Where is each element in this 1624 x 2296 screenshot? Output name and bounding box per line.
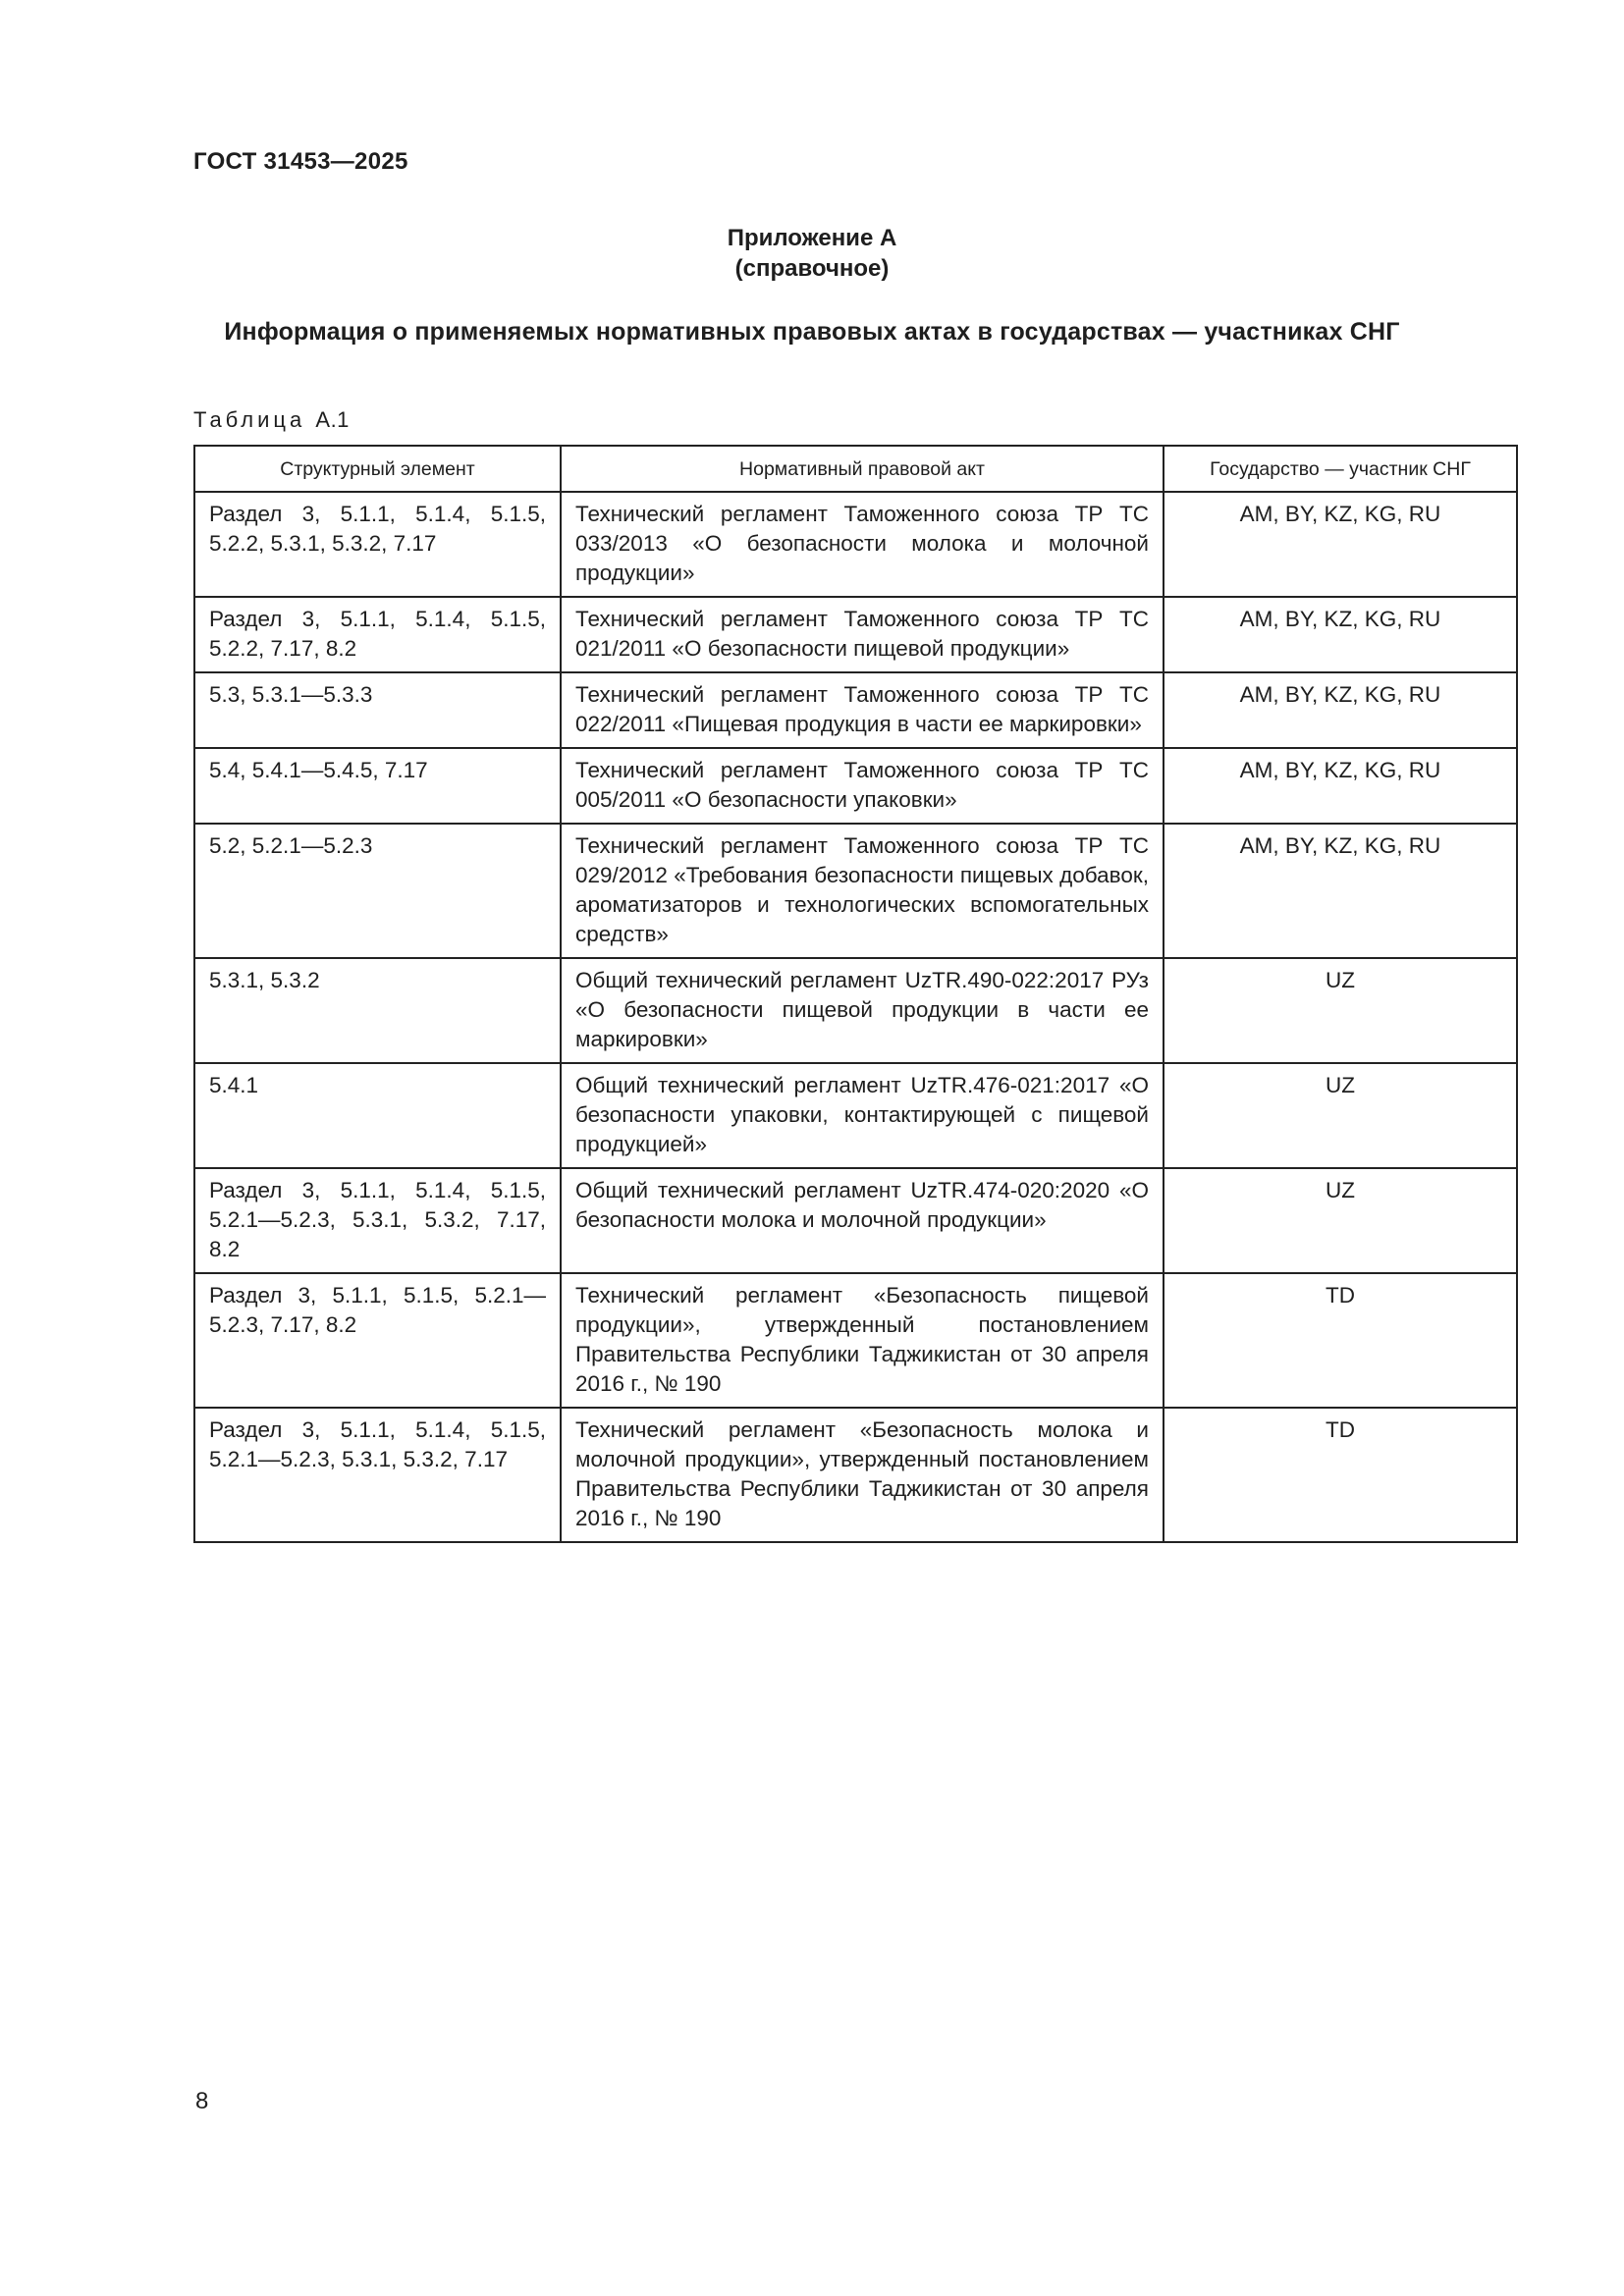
table-caption-number: А.1 xyxy=(315,407,350,432)
cell-element: 5.4, 5.4.1—5.4.5, 7.17 xyxy=(194,748,561,824)
cell-element: 5.4.1 xyxy=(194,1063,561,1168)
annex-title: Приложение А xyxy=(727,225,897,251)
cell-states: AM, BY, KZ, KG, RU xyxy=(1164,492,1517,597)
column-header-state: Государство — участник СНГ xyxy=(1164,446,1517,492)
document-code: ГОСТ 31453—2025 xyxy=(193,148,408,175)
cell-act: Технический регламент Таможенного союза ТР ТС 022/2011 «Пищевая продукция в части ее маркировки» xyxy=(561,672,1164,748)
table-row xyxy=(194,1408,1517,1542)
cell-states: AM, BY, KZ, KG, RU xyxy=(1164,824,1517,958)
acts-table xyxy=(193,445,1518,1543)
table-row xyxy=(194,597,1517,672)
cell-states: TD xyxy=(1164,1408,1517,1542)
cell-states: AM, BY, KZ, KG, RU xyxy=(1164,672,1517,748)
table-row xyxy=(194,748,1517,824)
cell-element: 5.3.1, 5.3.2 xyxy=(194,958,561,1063)
cell-element: Раздел 3, 5.1.1, 5.1.4, 5.1.5, 5.2.2, 7.17, 8.2 xyxy=(194,597,561,672)
cell-act: Общий технический регламент UzTR.476-021:2017 «О безопасности упаковки, контактирующей с пищевой продукцией» xyxy=(561,1063,1164,1168)
cell-act: Общий технический регламент UzTR.474-020:2020 «О безопасности молока и молочной продукции» xyxy=(561,1168,1164,1273)
annex-subtitle: (справочное) xyxy=(734,255,890,282)
table-row xyxy=(194,1273,1517,1408)
table-row xyxy=(194,492,1517,597)
table-caption-word: Таблица xyxy=(193,407,306,432)
cell-states: AM, BY, KZ, KG, RU xyxy=(1164,748,1517,824)
cell-states: AM, BY, KZ, KG, RU xyxy=(1164,597,1517,672)
table-header-row xyxy=(194,446,1517,492)
column-header-act: Нормативный правовой акт xyxy=(561,446,1164,492)
table-row xyxy=(194,1063,1517,1168)
cell-element: 5.2, 5.2.1—5.2.3 xyxy=(194,824,561,958)
cell-element: 5.3, 5.3.1—5.3.3 xyxy=(194,672,561,748)
cell-act: Технический регламент Таможенного союза ТР ТС 021/2011 «О безопасности пищевой продукции» xyxy=(561,597,1164,672)
cell-states: UZ xyxy=(1164,1168,1517,1273)
cell-states: UZ xyxy=(1164,958,1517,1063)
cell-states: TD xyxy=(1164,1273,1517,1408)
cell-act: Технический регламент «Безопасность молока и молочной продукции», утвержденный постановлением Правительства Республики Таджикистан от 30 апреля 2016 г., № 190 xyxy=(561,1408,1164,1542)
annex-heading: Информация о применяемых нормативных правовых актах в государствах — участниках СНГ xyxy=(224,318,1400,346)
cell-element: Раздел 3, 5.1.1, 5.1.4, 5.1.5, 5.2.1—5.2.3, 5.3.1, 5.3.2, 7.17 xyxy=(194,1408,561,1542)
table-row xyxy=(194,958,1517,1063)
cell-states: UZ xyxy=(1164,1063,1517,1168)
table-row xyxy=(194,672,1517,748)
table-row xyxy=(194,1168,1517,1273)
cell-element: Раздел 3, 5.1.1, 5.1.4, 5.1.5, 5.2.2, 5.3.1, 5.3.2, 7.17 xyxy=(194,492,561,597)
table-row xyxy=(194,824,1517,958)
column-header-element: Структурный элемент xyxy=(194,446,561,492)
table-caption xyxy=(193,407,350,433)
cell-element: Раздел 3, 5.1.1, 5.1.5, 5.2.1—5.2.3, 7.17, 8.2 xyxy=(194,1273,561,1408)
cell-act: Общий технический регламент UzTR.490-022:2017 РУз «О безопасности пищевой продукции в части ее маркировки» xyxy=(561,958,1164,1063)
page-number: 8 xyxy=(195,2088,209,2114)
cell-act: Технический регламент Таможенного союза ТР ТС 029/2012 «Требования безопасности пищевых добавок, ароматизаторов и технологических вспомогательных средств» xyxy=(561,824,1164,958)
cell-act: Технический регламент «Безопасность пищевой продукции», утвержденный постановлением Правительства Республики Таджикистан от 30 апреля 2016 г., № 190 xyxy=(561,1273,1164,1408)
cell-act: Технический регламент Таможенного союза ТР ТС 033/2013 «О безопасности молока и молочной продукции» xyxy=(561,492,1164,597)
cell-element: Раздел 3, 5.1.1, 5.1.4, 5.1.5, 5.2.1—5.2.3, 5.3.1, 5.3.2, 7.17, 8.2 xyxy=(194,1168,561,1273)
cell-act: Технический регламент Таможенного союза ТР ТС 005/2011 «О безопасности упаковки» xyxy=(561,748,1164,824)
